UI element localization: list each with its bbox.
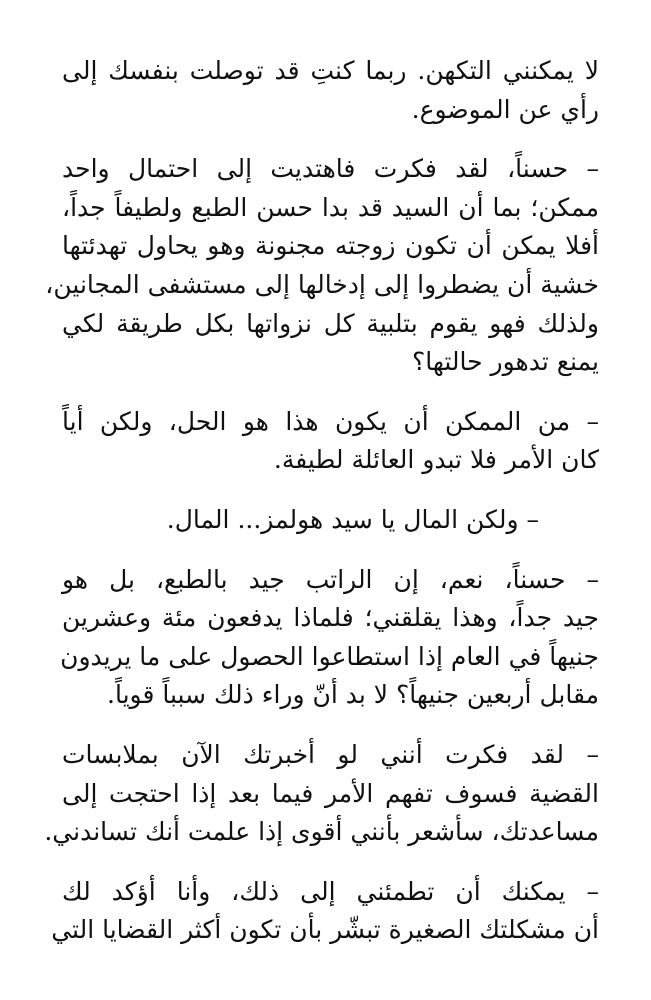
text-line: – يمكنك أن تطمئني إلى ذلك، وأنا أؤكد لك	[62, 876, 599, 906]
text-line: خشية أن يضطروا إلى إدخالها إلى مستشفى المجانين،	[45, 269, 599, 299]
text-line: ممكن؛ بما أن السيد قد بدا حسن الطبع ولطيفاً جداً،	[62, 192, 599, 222]
paragraph-3	[62, 403, 599, 480]
text-line: رأي عن الموضوع.	[411, 94, 599, 124]
text-line: القضية فسوف تفهم الأمر فيما بعد إذا احتجت إلى	[62, 778, 599, 808]
text-line: أن مشكلتك الصغيرة تبشّر بأن تكون أكثر القضايا التي	[51, 915, 599, 945]
text-line: – ولكن المال يا سيد هولمز... المال.	[166, 504, 539, 534]
text-line: أفلا يمكن أن تكون زوجته مجنونة وهو يحاول تهدئتها	[62, 231, 599, 261]
text-line: جنيهاً في العام إذا استطاعوا الحصول على ما يريدون	[60, 641, 599, 671]
book-page	[44, 52, 599, 971]
text-line: – حسناً، لقد فكرت فاهتديت إلى احتمال واحد	[62, 154, 599, 184]
paragraph-4	[62, 501, 599, 540]
text-line: يمنع تدهور حالتها؟	[411, 347, 599, 377]
text-line: لا يمكنني التكهن. ربما كنتِ قد توصلت بنفسك إلى	[62, 56, 599, 85]
text-line: كان الأمر فلا تبدو العائلة لطيفة.	[273, 445, 599, 475]
text-line: ولذلك فهو يقوم بتلبية كل نزواتها بكل طريقة لكي	[62, 308, 599, 338]
paragraph-1	[62, 52, 599, 129]
text-line: – لقد فكرت أنني لو أخبرتك الآن بملابسات	[62, 739, 599, 769]
paragraph-6	[44, 736, 599, 852]
text-line: مساعدتك، سأشعر بأنني أقوى إذا علمت أنك تساندني.	[44, 817, 599, 847]
paragraph-7	[51, 873, 599, 950]
text-line: جيد جداً، وهذا يقلقني؛ فلماذا يدفعون مئة وعشرين	[62, 603, 599, 633]
text-line: – حسناً، نعم، إن الراتب جيد بالطبع، بل هو	[62, 564, 599, 594]
text-line: مقابل أربعين جنيهاً؟ لا بد أنّ وراء ذلك سبباً قوياً.	[107, 680, 599, 710]
text-line: – من الممكن أن يكون هذا هو الحل، ولكن أياً	[62, 406, 599, 436]
paragraph-5	[62, 561, 599, 715]
paragraph-2	[45, 150, 599, 382]
